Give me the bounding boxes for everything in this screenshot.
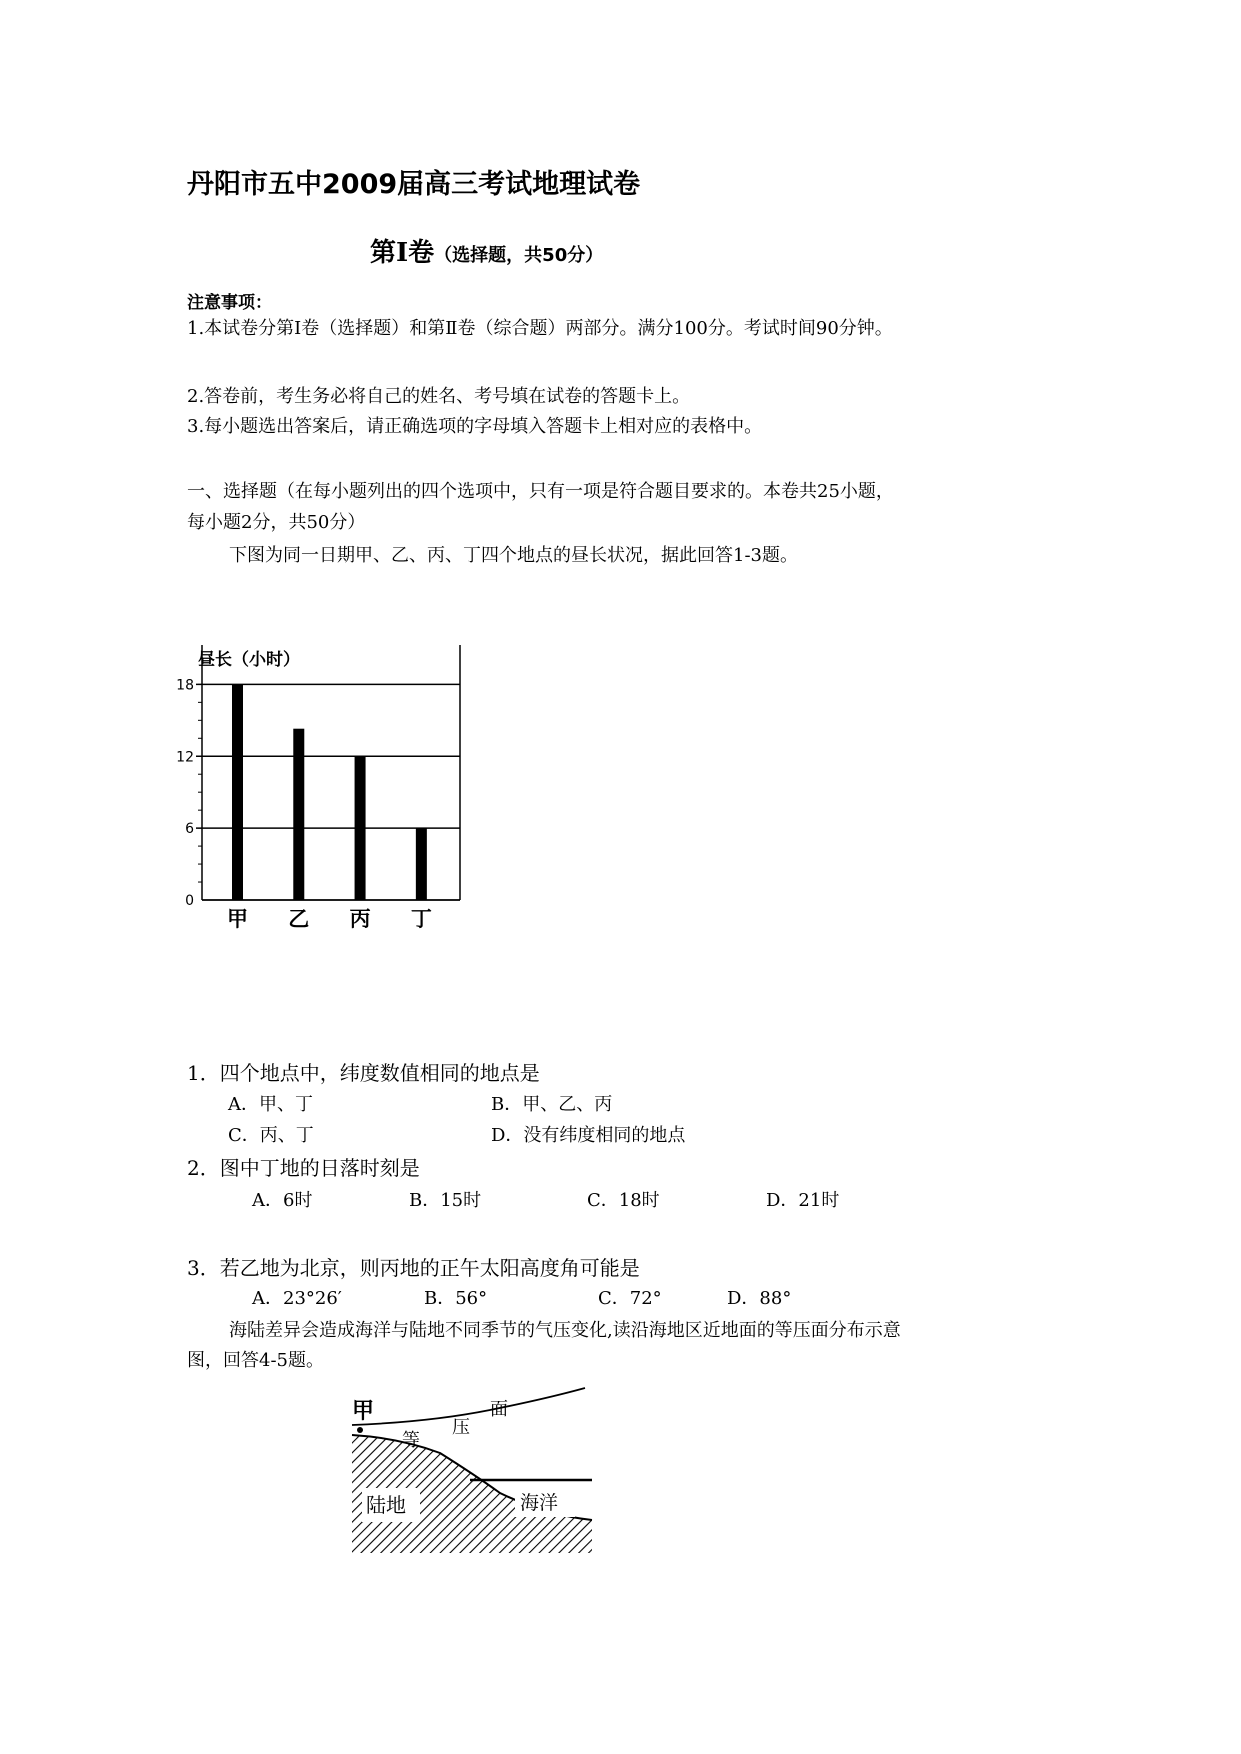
- option: A．23°26′: [252, 1288, 342, 1309]
- question-stem: 1．四个地点中，纬度数值相同的地点是: [187, 1061, 540, 1085]
- option: A．甲、丁: [228, 1094, 313, 1115]
- option: D．21时: [766, 1190, 840, 1211]
- exam-title: 丹阳市五中2009届高三考试地理试卷: [187, 169, 641, 200]
- passage: 图，回答4-5题。: [187, 1350, 324, 1371]
- section-title-note: （选择题，共50分）: [434, 245, 604, 266]
- question-intro: 下图为同一日期甲、乙、丙、丁四个地点的昼长状况，据此回答1-3题。: [229, 545, 798, 566]
- option: C．丙、丁: [228, 1125, 314, 1146]
- chart-bar: [416, 828, 427, 900]
- point-jia-marker: [357, 1427, 363, 1433]
- option: B．56°: [424, 1288, 488, 1309]
- option: D．88°: [727, 1288, 792, 1309]
- chart-tick-label: 6: [185, 821, 194, 838]
- option: A．6时: [252, 1190, 313, 1211]
- chart-category-label: 丁: [410, 907, 432, 931]
- section-heading: 每小题2分，共50分）: [187, 512, 366, 533]
- isobar-label-char: 面: [490, 1399, 508, 1420]
- question-stem: 3．若乙地为北京，则丙地的正午太阳高度角可能是: [187, 1256, 640, 1280]
- passage: 海陆差异会造成海洋与陆地不同季节的气压变化,读沿海地区近地面的等压面分布示意: [229, 1320, 901, 1341]
- section-title: [370, 232, 603, 269]
- notice-heading: 注意事项：: [187, 293, 272, 313]
- isobar-label-char: 等: [402, 1430, 420, 1451]
- ocean-label: 海洋: [520, 1492, 559, 1514]
- notice-item: 3.每小题选出答案后，请正确选项的字母填入答题卡上相对应的表格中。: [187, 416, 763, 437]
- option: D．没有纬度相同的地点: [491, 1125, 686, 1146]
- question-stem: 2．图中丁地的日落时刻是: [187, 1156, 420, 1180]
- chart-tick-label: 0: [185, 893, 194, 909]
- notice-item: 2.答卷前，考生务必将自己的姓名、考号填在试卷的答题卡上。: [187, 386, 691, 407]
- chart-category-label: 丙: [349, 907, 371, 931]
- chart-bar: [355, 756, 366, 900]
- chart-category-label: 乙: [288, 907, 310, 931]
- chart-bar: [232, 684, 243, 900]
- option: B．甲、乙、丙: [491, 1094, 613, 1115]
- notice-item: 1.本试卷分第Ⅰ卷（选择题）和第Ⅱ卷（综合题）两部分。满分100分。考试时间90分钟。: [187, 318, 893, 339]
- section-title-main: 第Ⅰ卷: [370, 238, 435, 268]
- land-label: 陆地: [366, 1493, 406, 1517]
- chart-ylabel: 昼长（小时）: [198, 650, 300, 670]
- chart-category-label: 甲: [227, 907, 248, 931]
- section-heading: 一、选择题（在每小题列出的四个选项中，只有一项是符合题目要求的。本卷共25小题，: [187, 481, 894, 502]
- option: C．72°: [598, 1288, 662, 1309]
- day-length-chart: [176, 640, 530, 1040]
- isobar-diagram: [340, 1385, 600, 1560]
- chart-tick-label: 12: [176, 749, 194, 766]
- isobar-label-char: 压: [452, 1417, 470, 1438]
- option: B．15时: [409, 1190, 482, 1211]
- option: C．18时: [587, 1190, 660, 1211]
- chart-tick-label: 18: [176, 677, 194, 694]
- chart-bar: [293, 729, 304, 900]
- point-jia-label: 甲: [352, 1399, 375, 1424]
